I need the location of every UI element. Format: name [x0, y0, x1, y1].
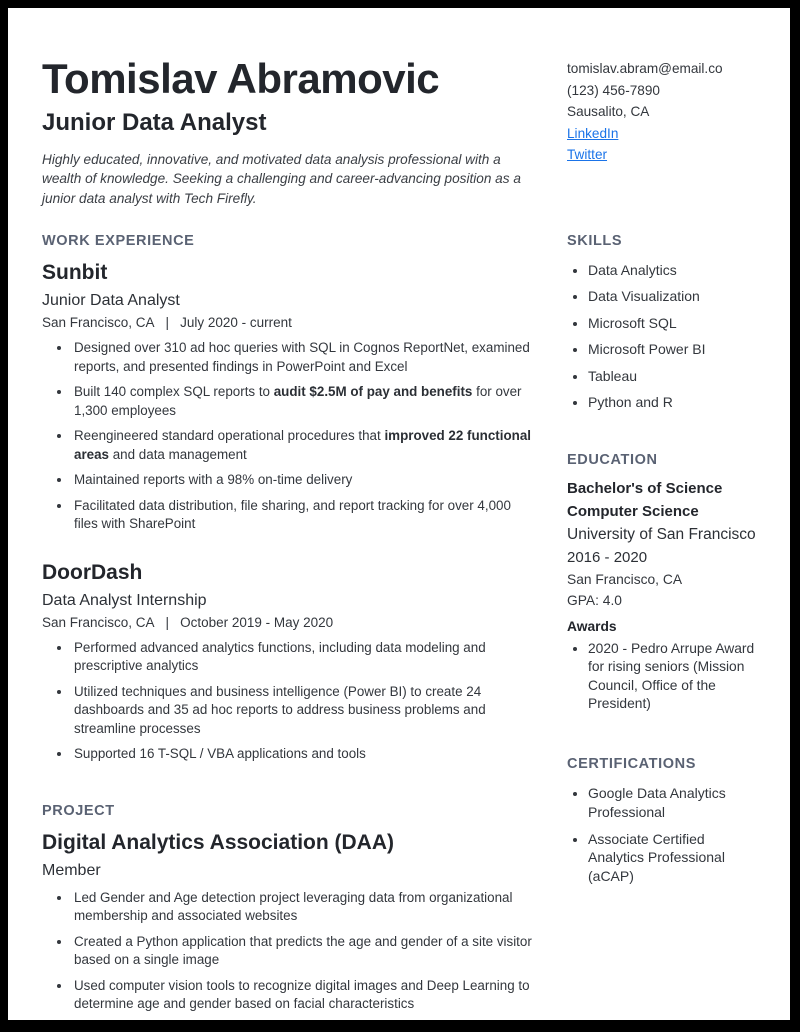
job-bullet: • Supported 16 T-SQL / VBA applications and tools	[72, 745, 537, 764]
project-heading: PROJECT	[42, 802, 115, 819]
company-name: Sunbit	[42, 261, 108, 284]
job-meta	[42, 315, 537, 330]
job-bullet-list	[42, 339, 537, 534]
person-title: Junior Data Analyst	[42, 109, 267, 137]
education-location: San Francisco, CA	[567, 571, 683, 587]
job-bullet: • Designed over 310 ad hoc queries with SQL in Cognos ReportNet, examined reports, and presented findings in PowerPoint and Excel	[72, 339, 537, 376]
project-section	[42, 803, 537, 1014]
left-column	[42, 55, 537, 1020]
summary-text: Highly educated, innovative, and motivated data analysis professional with a wealth of knowledge. Seeking a challenging and career-advancing position as a junior data analyst with Tech Firefly.	[42, 152, 521, 206]
skill-item: • Python and R	[588, 393, 762, 412]
job-bullet: • Maintained reports with a 98% on-time delivery	[72, 471, 537, 490]
job-bullet: • Performed advanced analytics functions, including data modeling and prescriptive analytics	[72, 639, 537, 676]
education-section	[567, 452, 762, 713]
education-gpa: GPA: 4.0	[567, 593, 622, 609]
contact-email: tomislav.abram@email.co	[567, 61, 723, 76]
education-awards-label: Awards	[567, 618, 617, 634]
right-column	[567, 55, 762, 1020]
skills-section	[567, 233, 762, 412]
contact-location: Sausalito, CA	[567, 104, 650, 119]
award-item: • 2020 - Pedro Arrupe Award for rising seniors (Mission Council, Office of the President)	[588, 640, 762, 713]
job-entry-doordash	[42, 561, 537, 764]
meta-separator: |	[165, 614, 170, 630]
linkedin-link[interactable]: LinkedIn	[567, 125, 619, 141]
certifications-section	[567, 756, 762, 886]
certification-item: • Google Data Analytics Professional	[588, 784, 762, 822]
job-bullet-list	[42, 639, 537, 764]
skill-item: • Data Analytics	[588, 261, 762, 280]
certifications-list	[567, 784, 762, 886]
resume-page	[8, 8, 790, 1020]
education-major: Computer Science	[567, 502, 699, 520]
education-school: University of San Francisco	[567, 525, 756, 543]
project-bullet: • Created a Python application that predicts the age and gender of a site visitor based on a single image	[72, 933, 537, 970]
contact-block	[567, 55, 762, 233]
job-bullet: • Utilized techniques and business intelligence (Power BI) to create 24 dashboards and 35 ad hoc reports to address business problems and streamline processes	[72, 683, 537, 739]
person-name: Tomislav Abramovic	[42, 55, 440, 102]
project-bullet: • Led Gender and Age detection project leveraging data from organizational membership and associated websites	[72, 889, 537, 926]
certifications-heading: CERTIFICATIONS	[567, 756, 696, 773]
skills-heading: SKILLS	[567, 233, 623, 249]
project-bullet-list	[42, 889, 537, 1014]
job-bullet: • Built 140 complex SQL reports to audit $2.5M of pay and benefits for over 1,300 employees	[72, 383, 537, 420]
job-location: San Francisco, CA	[42, 315, 155, 330]
project-entry	[42, 831, 537, 1014]
project-role: Member	[42, 861, 101, 879]
work-experience-section	[42, 233, 537, 764]
skill-item: • Microsoft Power BI	[588, 340, 762, 359]
skill-item: • Tableau	[588, 367, 762, 386]
job-role: Data Analyst Internship	[42, 591, 207, 609]
certification-item: • Associate Certified Analytics Professional (aCAP)	[588, 830, 762, 887]
project-name: Digital Analytics Association (DAA)	[42, 830, 394, 854]
education-degree: Bachelor's of Science	[567, 479, 723, 497]
project-bullet: • Used computer vision tools to recognize digital images and Deep Learning to determine age and gender based on facial characteristics	[72, 977, 537, 1014]
job-entry-sunbit	[42, 261, 537, 534]
education-awards-list	[567, 640, 762, 713]
skill-item: • Microsoft SQL	[588, 314, 762, 333]
company-name: DoorDash	[42, 560, 143, 584]
education-dates: 2016 - 2020	[567, 548, 648, 566]
twitter-link[interactable]: Twitter	[567, 147, 608, 162]
job-location: San Francisco, CA	[42, 614, 155, 630]
identity-header	[42, 55, 537, 233]
skill-item: • Data Visualization	[588, 287, 762, 306]
meta-separator: |	[165, 315, 170, 330]
contact-phone: (123) 456-7890	[567, 82, 660, 98]
work-experience-heading: WORK EXPERIENCE	[42, 233, 195, 249]
job-bullet: • Facilitated data distribution, file sharing, and report tracking for over 4,000 files with SharePoint	[72, 497, 537, 534]
job-role: Junior Data Analyst	[42, 292, 180, 309]
job-meta	[42, 615, 537, 630]
job-bullet: • Reengineered standard operational procedures that improved 22 functional areas and data management	[72, 427, 537, 464]
job-dates: October 2019 - May 2020	[180, 614, 334, 630]
job-dates: July 2020 - current	[180, 315, 292, 330]
education-heading: EDUCATION	[567, 451, 658, 468]
skills-list	[567, 261, 762, 412]
